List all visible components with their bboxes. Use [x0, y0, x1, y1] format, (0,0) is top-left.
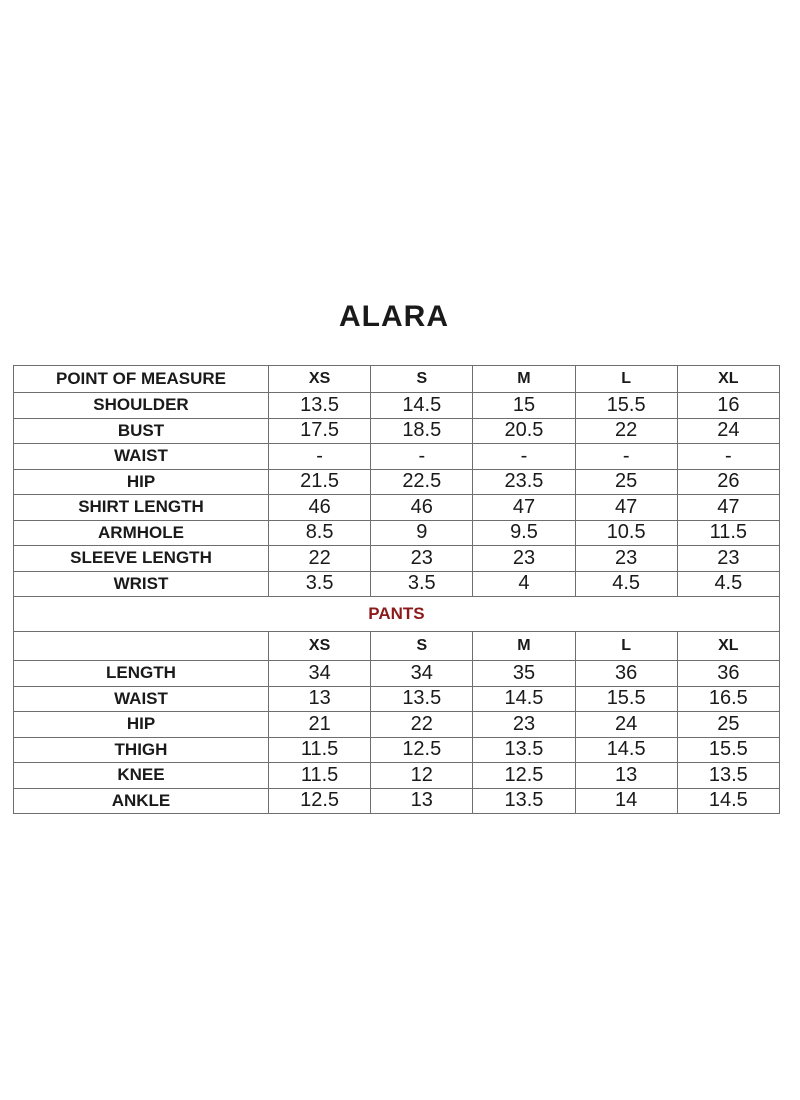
- table-cell: 22: [269, 546, 371, 572]
- table-row: [14, 520, 780, 546]
- table-cell: 16.5: [677, 686, 779, 712]
- table-cell: 17.5: [269, 418, 371, 444]
- table-cell: 36: [575, 661, 677, 687]
- table-cell: 15.5: [677, 737, 779, 763]
- table-cell: 34: [269, 661, 371, 687]
- table-cell: 11.5: [269, 763, 371, 789]
- table-cell: 15.5: [575, 686, 677, 712]
- table-cell: 3.5: [269, 571, 371, 597]
- header-size-l: L: [575, 366, 677, 393]
- pants-header-size-xs: XS: [269, 632, 371, 661]
- size-chart-table: [13, 365, 780, 814]
- table-row: [14, 546, 780, 572]
- row-label: HIP: [14, 712, 269, 738]
- header-size-xl: XL: [677, 366, 779, 393]
- table-cell: 47: [575, 495, 677, 521]
- table-cell: 13.5: [473, 737, 575, 763]
- table-cell: 25: [575, 469, 677, 495]
- table-cell: -: [677, 444, 779, 470]
- page-title: ALARA: [339, 300, 449, 333]
- table-cell: 23: [575, 546, 677, 572]
- table-cell: 13.5: [473, 788, 575, 814]
- table-cell: 22.5: [371, 469, 473, 495]
- table-cell: 13: [371, 788, 473, 814]
- table-cell: 14.5: [677, 788, 779, 814]
- table-cell: 14.5: [371, 393, 473, 419]
- header-size-s: S: [371, 366, 473, 393]
- table-row: [14, 393, 780, 419]
- table-cell: 24: [575, 712, 677, 738]
- table-cell: 14.5: [575, 737, 677, 763]
- table-row: [14, 763, 780, 789]
- table-row: [14, 737, 780, 763]
- table-cell: -: [473, 444, 575, 470]
- table-cell: 21.5: [269, 469, 371, 495]
- row-label: WRIST: [14, 571, 269, 597]
- row-label: ARMHOLE: [14, 520, 269, 546]
- table-row: [14, 418, 780, 444]
- table-cell: 12.5: [473, 763, 575, 789]
- row-label: LENGTH: [14, 661, 269, 687]
- table-cell: 16: [677, 393, 779, 419]
- table-cell: 35: [473, 661, 575, 687]
- table-cell: 11.5: [269, 737, 371, 763]
- row-label: BUST: [14, 418, 269, 444]
- row-label: SHIRT LENGTH: [14, 495, 269, 521]
- header-size-m: M: [473, 366, 575, 393]
- table-cell: 26: [677, 469, 779, 495]
- header-point-of-measure: POINT OF MEASURE: [14, 366, 269, 393]
- table-row: [14, 686, 780, 712]
- row-label: HIP: [14, 469, 269, 495]
- table-cell: 24: [677, 418, 779, 444]
- row-label: ANKLE: [14, 788, 269, 814]
- table-cell: 47: [677, 495, 779, 521]
- table-cell: 36: [677, 661, 779, 687]
- top-header-row: [14, 366, 780, 393]
- table-cell: 12: [371, 763, 473, 789]
- table-cell: 23: [473, 546, 575, 572]
- pants-header-size-m: M: [473, 632, 575, 661]
- row-label: THIGH: [14, 737, 269, 763]
- table-cell: 11.5: [677, 520, 779, 546]
- table-cell: 8.5: [269, 520, 371, 546]
- table-cell: 14: [575, 788, 677, 814]
- table-cell: 20.5: [473, 418, 575, 444]
- table-cell: 4.5: [677, 571, 779, 597]
- table-cell: 47: [473, 495, 575, 521]
- table-cell: 46: [269, 495, 371, 521]
- table-cell: 46: [371, 495, 473, 521]
- table-cell: 4: [473, 571, 575, 597]
- pants-section-title: PANTS: [14, 597, 780, 632]
- table-cell: 13.5: [269, 393, 371, 419]
- table-cell: -: [269, 444, 371, 470]
- table-cell: 23: [473, 712, 575, 738]
- pants-header-size-l: L: [575, 632, 677, 661]
- table-row: [14, 712, 780, 738]
- header-size-xs: XS: [269, 366, 371, 393]
- table-cell: 23.5: [473, 469, 575, 495]
- table-cell: 22: [575, 418, 677, 444]
- table-cell: 34: [371, 661, 473, 687]
- row-label: WAIST: [14, 444, 269, 470]
- table-cell: 25: [677, 712, 779, 738]
- table-cell: 23: [371, 546, 473, 572]
- table-cell: 15.5: [575, 393, 677, 419]
- pants-header-row: [14, 632, 780, 661]
- table-cell: 14.5: [473, 686, 575, 712]
- table-cell: 18.5: [371, 418, 473, 444]
- table-cell: -: [371, 444, 473, 470]
- table-row: [14, 661, 780, 687]
- table-cell: 3.5: [371, 571, 473, 597]
- table-cell: 23: [677, 546, 779, 572]
- pants-section-row: [14, 597, 780, 632]
- row-label: KNEE: [14, 763, 269, 789]
- table-cell: 15: [473, 393, 575, 419]
- pants-header-blank: [14, 632, 269, 661]
- table-row: [14, 495, 780, 521]
- table-cell: 21: [269, 712, 371, 738]
- table-row: [14, 788, 780, 814]
- row-label: SLEEVE LENGTH: [14, 546, 269, 572]
- row-label: WAIST: [14, 686, 269, 712]
- table-cell: 9: [371, 520, 473, 546]
- table-row: [14, 469, 780, 495]
- table-cell: 22: [371, 712, 473, 738]
- pants-header-size-xl: XL: [677, 632, 779, 661]
- table-cell: 12.5: [269, 788, 371, 814]
- table-row: [14, 444, 780, 470]
- table-cell: 13.5: [371, 686, 473, 712]
- table-cell: 13: [269, 686, 371, 712]
- table-cell: -: [575, 444, 677, 470]
- table-cell: 9.5: [473, 520, 575, 546]
- row-label: SHOULDER: [14, 393, 269, 419]
- table-cell: 10.5: [575, 520, 677, 546]
- table-cell: 13: [575, 763, 677, 789]
- table-cell: 13.5: [677, 763, 779, 789]
- table-row: [14, 571, 780, 597]
- pants-header-size-s: S: [371, 632, 473, 661]
- table-cell: 12.5: [371, 737, 473, 763]
- table-cell: 4.5: [575, 571, 677, 597]
